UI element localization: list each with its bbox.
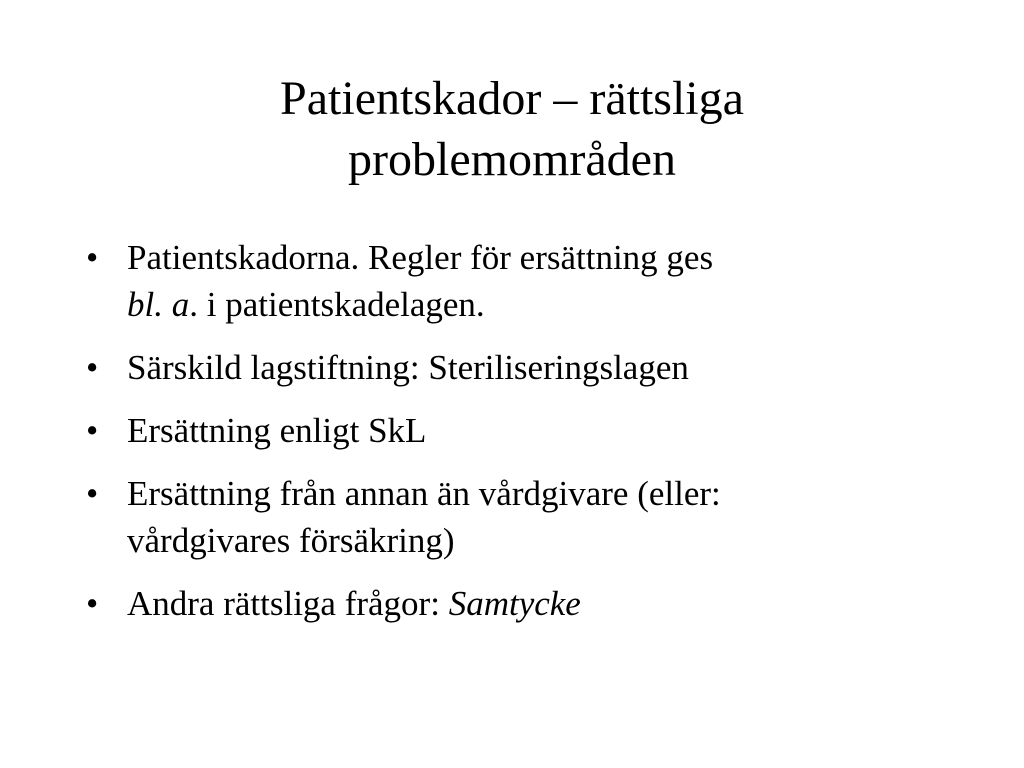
bullet-text-line-1: Patientskadorna. Regler för ersättning ges [127,238,714,277]
bullet-item-patientskadorna [86,234,926,328]
slide-title-line-1: Patientskador – rättsliga [280,72,744,125]
bullet-text: Andra rättsliga frågor: [127,584,449,623]
bullet-icon: • [86,348,99,387]
bullet-item-ersattning-annan [86,470,926,564]
bullet-item-sarskild-lagstiftning [86,344,926,391]
slide-title-line-2: problemområden [348,133,676,186]
bullet-text-line-1: Ersättning från annan än vårdgivare (eller: [127,474,721,513]
slide-title [80,68,944,190]
bullet-text-line-2: . i patientskadelagen. [189,285,485,324]
bullet-icon: • [86,238,99,277]
bullet-text: Särskild lagstiftning: Steriliseringslagen [127,348,689,387]
bullet-text-line-2: vårdgivares försäkring) [127,521,455,560]
bullet-item-andra-fragor [86,580,926,627]
bullet-text: Ersättning enligt SkL [127,411,427,450]
bullet-icon: • [86,584,99,623]
bullet-text-italic: Samtycke [448,584,581,623]
bullet-text-italic: bl. a [127,285,190,324]
bullet-list [86,234,926,643]
bullet-icon: • [86,411,99,450]
bullet-icon: • [86,474,99,513]
bullet-item-ersattning-skl [86,407,926,454]
